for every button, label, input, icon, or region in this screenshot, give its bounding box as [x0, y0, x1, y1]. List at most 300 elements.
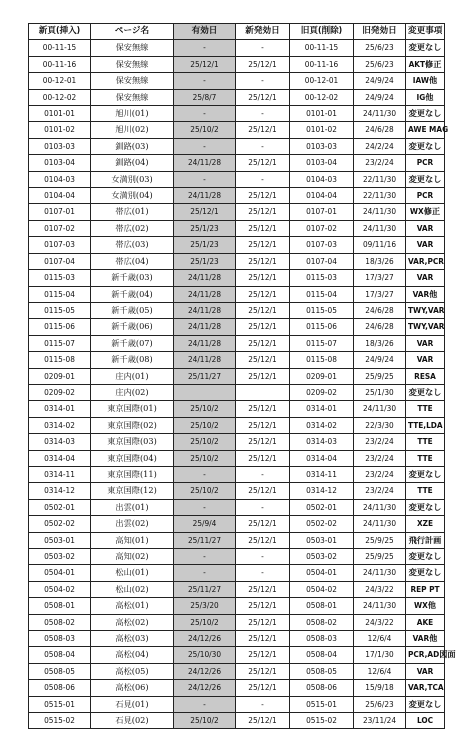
table-row [29, 466, 445, 482]
cell-new-issue-date: 25/12/1 [236, 680, 290, 696]
cell-changes: IAW他 [406, 73, 445, 89]
cell-effective-date: - [174, 466, 236, 482]
header-old-issue-date: 旧発効日 [354, 24, 406, 40]
cell-effective-date: 24/11/28 [174, 188, 236, 204]
cell-old-issue-date: 24/9/24 [354, 73, 406, 89]
table-row [29, 565, 445, 581]
cell-new-page: 0314-02 [29, 417, 91, 433]
cell-old-issue-date: 25/6/23 [354, 40, 406, 56]
cell-old-page: 0103-03 [290, 138, 354, 154]
cell-new-issue-date: 25/12/1 [236, 516, 290, 532]
cell-changes: WX他 [406, 598, 445, 614]
cell-new-issue-date: 25/12/1 [236, 647, 290, 663]
cell-old-issue-date: 17/3/27 [354, 270, 406, 286]
cell-changes: TTE [406, 450, 445, 466]
table-row [29, 138, 445, 154]
table-row [29, 368, 445, 384]
cell-old-issue-date: 24/6/28 [354, 122, 406, 138]
cell-page-name: 石見(02) [91, 713, 174, 729]
cell-new-issue-date: 25/12/1 [236, 89, 290, 105]
table-row [29, 155, 445, 171]
cell-changes: 飛行計画 [406, 532, 445, 548]
cell-effective-date: 24/11/28 [174, 270, 236, 286]
cell-page-name: 帯広(02) [91, 220, 174, 236]
cell-old-page: 0115-03 [290, 270, 354, 286]
cell-page-name: 帯広(03) [91, 237, 174, 253]
cell-old-issue-date: 24/11/30 [354, 598, 406, 614]
cell-new-page: 0115-04 [29, 286, 91, 302]
cell-old-page: 0503-01 [290, 532, 354, 548]
cell-old-page: 00-11-15 [290, 40, 354, 56]
header-row [29, 24, 445, 40]
cell-page-name: 女満別(03) [91, 171, 174, 187]
cell-new-issue-date: 25/12/1 [236, 237, 290, 253]
cell-page-name: 新千歳(05) [91, 302, 174, 318]
cell-page-name: 松山(02) [91, 581, 174, 597]
cell-new-issue-date [236, 384, 290, 400]
table-row [29, 56, 445, 72]
cell-new-issue-date: 25/12/1 [236, 663, 290, 679]
cell-new-issue-date: 25/12/1 [236, 253, 290, 269]
cell-page-name: 帯広(01) [91, 204, 174, 220]
cell-new-issue-date: - [236, 466, 290, 482]
cell-new-issue-date: 25/12/1 [236, 417, 290, 433]
cell-page-name: 出雲(01) [91, 499, 174, 515]
cell-new-page: 0503-01 [29, 532, 91, 548]
cell-effective-date: - [174, 106, 236, 122]
cell-changes: TTE,LDA [406, 417, 445, 433]
cell-page-name: 東京国際(03) [91, 434, 174, 450]
table-row [29, 106, 445, 122]
cell-old-issue-date: 24/11/30 [354, 220, 406, 236]
cell-effective-date: 24/11/28 [174, 335, 236, 351]
cell-changes: 変更なし [406, 40, 445, 56]
cell-page-name: 東京国際(11) [91, 466, 174, 482]
cell-new-issue-date: 25/12/1 [236, 220, 290, 236]
cell-changes: XZE [406, 516, 445, 532]
cell-old-page: 0314-02 [290, 417, 354, 433]
cell-effective-date: 25/10/2 [174, 434, 236, 450]
cell-page-name: 庄内(01) [91, 368, 174, 384]
cell-new-issue-date: - [236, 106, 290, 122]
cell-effective-date: 24/11/28 [174, 155, 236, 171]
cell-changes: REP PT [406, 581, 445, 597]
cell-old-issue-date: 18/3/26 [354, 335, 406, 351]
cell-effective-date: 25/10/2 [174, 417, 236, 433]
cell-page-name: 高松(05) [91, 663, 174, 679]
cell-old-page: 0515-01 [290, 696, 354, 712]
cell-old-page: 0508-03 [290, 631, 354, 647]
table-row [29, 417, 445, 433]
cell-page-name: 新千歳(03) [91, 270, 174, 286]
cell-old-issue-date: 24/11/30 [354, 516, 406, 532]
table-row [29, 89, 445, 105]
cell-old-issue-date: 22/3/30 [354, 417, 406, 433]
cell-old-issue-date: 24/11/30 [354, 499, 406, 515]
cell-changes: VAR [406, 663, 445, 679]
cell-old-page: 0107-02 [290, 220, 354, 236]
cell-old-issue-date: 24/9/24 [354, 89, 406, 105]
cell-old-issue-date: 23/2/24 [354, 450, 406, 466]
cell-page-name: 出雲(02) [91, 516, 174, 532]
table-row [29, 532, 445, 548]
cell-new-page: 0508-01 [29, 598, 91, 614]
cell-old-issue-date: 24/11/30 [354, 106, 406, 122]
cell-effective-date: - [174, 696, 236, 712]
cell-new-issue-date: 25/12/1 [236, 335, 290, 351]
table-row [29, 549, 445, 565]
cell-page-name: 高松(06) [91, 680, 174, 696]
cell-old-issue-date: 18/3/26 [354, 253, 406, 269]
cell-old-page: 0314-03 [290, 434, 354, 450]
cell-old-page: 0508-02 [290, 614, 354, 630]
cell-new-page: 00-12-02 [29, 89, 91, 105]
cell-new-page: 0508-04 [29, 647, 91, 663]
cell-new-page: 0107-02 [29, 220, 91, 236]
cell-changes: 変更なし [406, 696, 445, 712]
cell-effective-date: 25/12/1 [174, 204, 236, 220]
cell-changes: TWY,VAR [406, 319, 445, 335]
cell-new-issue-date: - [236, 549, 290, 565]
cell-old-page: 0209-01 [290, 368, 354, 384]
cell-old-issue-date: 24/11/30 [354, 204, 406, 220]
cell-new-issue-date: - [236, 73, 290, 89]
cell-old-page: 0504-02 [290, 581, 354, 597]
table-row [29, 663, 445, 679]
cell-changes: VAR [406, 352, 445, 368]
cell-new-issue-date: 25/12/1 [236, 631, 290, 647]
cell-page-name: 新千歳(06) [91, 319, 174, 335]
cell-effective-date: 25/12/1 [174, 56, 236, 72]
cell-old-page: 0107-03 [290, 237, 354, 253]
cell-new-page: 0508-06 [29, 680, 91, 696]
cell-page-name: 高知(01) [91, 532, 174, 548]
cell-effective-date: 25/11/27 [174, 532, 236, 548]
cell-effective-date: - [174, 565, 236, 581]
cell-effective-date: - [174, 138, 236, 154]
cell-page-name: 石見(01) [91, 696, 174, 712]
cell-old-page: 0103-04 [290, 155, 354, 171]
cell-page-name: 東京国際(01) [91, 401, 174, 417]
cell-new-issue-date: 25/12/1 [236, 302, 290, 318]
cell-old-issue-date: 23/2/24 [354, 483, 406, 499]
cell-new-issue-date: - [236, 565, 290, 581]
table-row [29, 450, 445, 466]
cell-new-issue-date: - [236, 499, 290, 515]
cell-old-issue-date: 15/9/18 [354, 680, 406, 696]
cell-old-issue-date: 25/9/25 [354, 368, 406, 384]
cell-page-name: 高松(03) [91, 631, 174, 647]
cell-page-name: 高松(04) [91, 647, 174, 663]
cell-changes: VAR,PCR [406, 253, 445, 269]
cell-effective-date: 25/10/2 [174, 614, 236, 630]
cell-old-page: 0314-01 [290, 401, 354, 417]
cell-changes: RESA [406, 368, 445, 384]
cell-page-name: 新千歳(07) [91, 335, 174, 351]
table-row [29, 171, 445, 187]
header-effective-date: 有効日 [174, 24, 236, 40]
table-row [29, 598, 445, 614]
cell-old-issue-date: 24/2/24 [354, 138, 406, 154]
table-row [29, 237, 445, 253]
cell-new-page: 0508-03 [29, 631, 91, 647]
cell-changes: VAR [406, 335, 445, 351]
cell-old-page: 00-12-02 [290, 89, 354, 105]
cell-new-page: 0314-11 [29, 466, 91, 482]
cell-page-name: 高松(02) [91, 614, 174, 630]
cell-old-issue-date: 24/6/28 [354, 302, 406, 318]
cell-new-issue-date: 25/12/1 [236, 319, 290, 335]
cell-page-name: 東京国際(12) [91, 483, 174, 499]
cell-effective-date: 25/11/27 [174, 581, 236, 597]
header-changes: 変更事項 [406, 24, 445, 40]
cell-changes: VAR他 [406, 631, 445, 647]
cell-new-page: 0502-02 [29, 516, 91, 532]
cell-old-page: 0101-02 [290, 122, 354, 138]
header-old-page: 旧頁(削除) [290, 24, 354, 40]
cell-old-page: 0115-07 [290, 335, 354, 351]
cell-effective-date: 25/9/4 [174, 516, 236, 532]
header-new-issue-date: 新発効日 [236, 24, 290, 40]
cell-new-page: 0115-03 [29, 270, 91, 286]
cell-page-name: 松山(01) [91, 565, 174, 581]
table-row [29, 302, 445, 318]
cell-changes: 変更なし [406, 466, 445, 482]
cell-changes: AKE [406, 614, 445, 630]
cell-new-page: 0101-02 [29, 122, 91, 138]
cell-effective-date: 25/1/23 [174, 220, 236, 236]
cell-effective-date: 25/3/20 [174, 598, 236, 614]
cell-new-issue-date: 25/12/1 [236, 56, 290, 72]
cell-new-issue-date: 25/12/1 [236, 598, 290, 614]
cell-page-name: 保安無線 [91, 73, 174, 89]
cell-effective-date: 25/1/23 [174, 253, 236, 269]
cell-page-name: 東京国際(02) [91, 417, 174, 433]
cell-new-issue-date: 25/12/1 [236, 434, 290, 450]
table-row [29, 188, 445, 204]
cell-changes: 変更なし [406, 171, 445, 187]
cell-effective-date: 25/11/27 [174, 368, 236, 384]
cell-new-page: 0209-01 [29, 368, 91, 384]
cell-old-issue-date: 25/1/30 [354, 384, 406, 400]
cell-new-issue-date: 25/12/1 [236, 155, 290, 171]
cell-effective-date: 25/10/2 [174, 122, 236, 138]
cell-old-issue-date: 12/6/4 [354, 631, 406, 647]
cell-new-issue-date: 25/12/1 [236, 368, 290, 384]
table-row [29, 220, 445, 236]
cell-new-issue-date: 25/12/1 [236, 532, 290, 548]
cell-new-issue-date: - [236, 138, 290, 154]
cell-changes: WX修正 [406, 204, 445, 220]
table-row [29, 499, 445, 515]
cell-old-issue-date: 25/9/25 [354, 549, 406, 565]
cell-old-issue-date: 25/6/23 [354, 56, 406, 72]
cell-effective-date: - [174, 40, 236, 56]
cell-new-page: 0314-01 [29, 401, 91, 417]
cell-changes: LOC [406, 713, 445, 729]
cell-old-page: 0502-02 [290, 516, 354, 532]
cell-new-issue-date: - [236, 40, 290, 56]
cell-effective-date: 25/8/7 [174, 89, 236, 105]
cell-page-name: 保安無線 [91, 56, 174, 72]
cell-changes: AKT修正 [406, 56, 445, 72]
cell-page-name: 旭川(01) [91, 106, 174, 122]
cell-new-issue-date: 25/12/1 [236, 450, 290, 466]
cell-old-issue-date: 17/1/30 [354, 647, 406, 663]
cell-effective-date: 25/10/2 [174, 450, 236, 466]
cell-page-name: 保安無線 [91, 89, 174, 105]
cell-new-page: 0115-06 [29, 319, 91, 335]
cell-old-page: 0314-11 [290, 466, 354, 482]
cell-new-issue-date: 25/12/1 [236, 614, 290, 630]
cell-old-issue-date: 23/2/24 [354, 434, 406, 450]
cell-new-page: 0504-02 [29, 581, 91, 597]
cell-new-issue-date: 25/12/1 [236, 204, 290, 220]
cell-new-page: 0502-01 [29, 499, 91, 515]
table-row [29, 696, 445, 712]
cell-page-name: 保安無線 [91, 40, 174, 56]
cell-old-page: 0508-06 [290, 680, 354, 696]
table-row [29, 516, 445, 532]
cell-page-name: 旭川(02) [91, 122, 174, 138]
cell-old-issue-date: 25/6/23 [354, 696, 406, 712]
cell-old-issue-date: 23/11/24 [354, 713, 406, 729]
cell-changes: TTE [406, 401, 445, 417]
cell-new-issue-date: 25/12/1 [236, 122, 290, 138]
cell-old-issue-date: 24/3/22 [354, 581, 406, 597]
cell-new-page: 0115-05 [29, 302, 91, 318]
cell-old-page: 0115-08 [290, 352, 354, 368]
cell-changes: 変更なし [406, 549, 445, 565]
cell-effective-date: 24/11/28 [174, 352, 236, 368]
cell-changes: VAR [406, 220, 445, 236]
cell-effective-date: 25/10/2 [174, 483, 236, 499]
cell-old-page: 0107-04 [290, 253, 354, 269]
cell-old-page: 0209-02 [290, 384, 354, 400]
cell-changes: IG他 [406, 89, 445, 105]
table-row [29, 713, 445, 729]
cell-new-issue-date: 25/12/1 [236, 270, 290, 286]
table-row [29, 286, 445, 302]
cell-effective-date: 25/1/23 [174, 237, 236, 253]
cell-old-page: 00-11-16 [290, 56, 354, 72]
revision-table-sheet [28, 23, 456, 729]
cell-old-page: 0504-01 [290, 565, 354, 581]
cell-page-name: 女満別(04) [91, 188, 174, 204]
cell-old-issue-date: 24/9/24 [354, 352, 406, 368]
cell-effective-date: 24/11/28 [174, 319, 236, 335]
cell-page-name: 新千歳(08) [91, 352, 174, 368]
header-new-page: 新頁(挿入) [29, 24, 91, 40]
cell-changes: TTE [406, 434, 445, 450]
table-row [29, 270, 445, 286]
cell-new-page: 0103-04 [29, 155, 91, 171]
cell-page-name: 高松(01) [91, 598, 174, 614]
table-row [29, 483, 445, 499]
cell-old-page: 0115-05 [290, 302, 354, 318]
cell-new-issue-date: - [236, 171, 290, 187]
cell-old-issue-date: 09/11/16 [354, 237, 406, 253]
cell-old-page: 0314-04 [290, 450, 354, 466]
cell-effective-date: 24/11/28 [174, 286, 236, 302]
cell-new-issue-date: 25/12/1 [236, 483, 290, 499]
cell-new-issue-date: - [236, 696, 290, 712]
cell-page-name: 庄内(02) [91, 384, 174, 400]
cell-effective-date: 25/10/30 [174, 647, 236, 663]
cell-old-issue-date: 23/2/24 [354, 466, 406, 482]
cell-new-page: 0107-03 [29, 237, 91, 253]
header-page-name: ページ名 [91, 24, 174, 40]
cell-effective-date: 24/11/28 [174, 302, 236, 318]
cell-new-page: 00-11-16 [29, 56, 91, 72]
cell-old-page: 0515-02 [290, 713, 354, 729]
cell-new-issue-date: 25/12/1 [236, 352, 290, 368]
cell-effective-date [174, 384, 236, 400]
table-row [29, 352, 445, 368]
cell-new-page: 0314-12 [29, 483, 91, 499]
cell-changes: AWE MAG [406, 122, 445, 138]
cell-old-page: 0502-01 [290, 499, 354, 515]
cell-new-page: 0508-05 [29, 663, 91, 679]
cell-old-issue-date: 22/11/30 [354, 188, 406, 204]
cell-new-page: 0314-03 [29, 434, 91, 450]
cell-new-page: 00-12-01 [29, 73, 91, 89]
table-row [29, 335, 445, 351]
cell-effective-date: - [174, 499, 236, 515]
cell-effective-date: 25/10/2 [174, 401, 236, 417]
cell-changes: PCR,AD図面 [406, 647, 445, 663]
cell-old-issue-date: 22/11/30 [354, 171, 406, 187]
cell-changes: 変更なし [406, 384, 445, 400]
cell-page-name: 東京国際(04) [91, 450, 174, 466]
cell-new-page: 0209-02 [29, 384, 91, 400]
cell-effective-date: - [174, 549, 236, 565]
cell-changes: TTE [406, 483, 445, 499]
cell-effective-date: 24/12/26 [174, 663, 236, 679]
cell-old-page: 00-12-01 [290, 73, 354, 89]
cell-new-issue-date: 25/12/1 [236, 581, 290, 597]
cell-old-issue-date: 24/11/30 [354, 401, 406, 417]
table-row [29, 319, 445, 335]
cell-old-page: 0314-12 [290, 483, 354, 499]
cell-new-issue-date: 25/12/1 [236, 286, 290, 302]
table-row [29, 647, 445, 663]
cell-effective-date: - [174, 73, 236, 89]
cell-old-issue-date: 23/2/24 [354, 155, 406, 171]
cell-new-issue-date: 25/12/1 [236, 713, 290, 729]
cell-effective-date: 25/10/2 [174, 713, 236, 729]
cell-page-name: 高知(02) [91, 549, 174, 565]
table-row [29, 401, 445, 417]
cell-old-page: 0508-04 [290, 647, 354, 663]
cell-new-page: 0107-01 [29, 204, 91, 220]
cell-page-name: 釧路(03) [91, 138, 174, 154]
cell-changes: 変更なし [406, 138, 445, 154]
table-row [29, 631, 445, 647]
cell-old-issue-date: 17/3/27 [354, 286, 406, 302]
table-row [29, 73, 445, 89]
table-row [29, 581, 445, 597]
cell-old-page: 0115-06 [290, 319, 354, 335]
cell-changes: PCR [406, 155, 445, 171]
cell-changes: 変更なし [406, 565, 445, 581]
cell-old-issue-date: 24/3/22 [354, 614, 406, 630]
cell-new-page: 0515-01 [29, 696, 91, 712]
cell-changes: VAR他 [406, 286, 445, 302]
cell-old-issue-date: 25/9/25 [354, 532, 406, 548]
cell-new-page: 0101-01 [29, 106, 91, 122]
cell-old-page: 0508-01 [290, 598, 354, 614]
